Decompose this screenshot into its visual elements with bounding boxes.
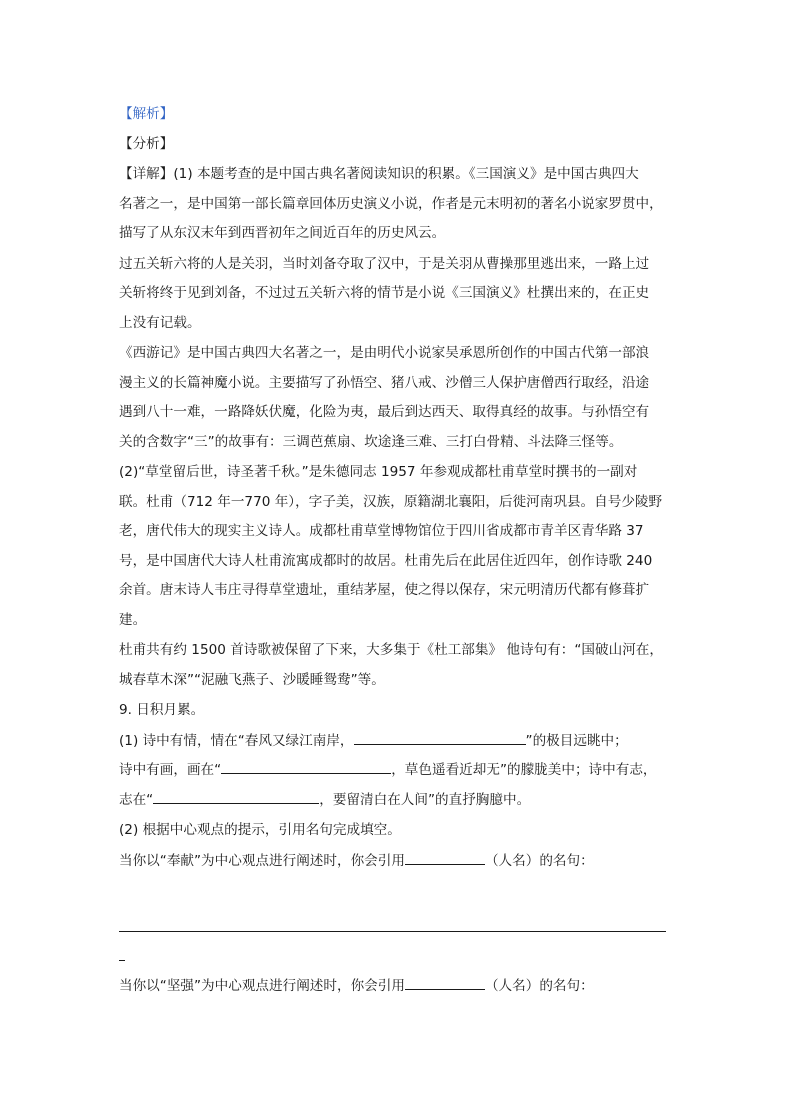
- text-line: 老，唐代伟大的现实主义诗人。成都杜甫草堂博物馆位于四川省成都市青羊区青华路 37: [119, 523, 644, 539]
- question-9: [119, 699, 671, 873]
- question-line: [119, 789, 671, 813]
- text-line: 【详解】(1) 本题考查的是中国古典名著阅读知识的积累。《三国演义》是中国古典四大: [119, 166, 639, 182]
- question-text: ，要留清白在人间”的直抒胸臆中。: [319, 791, 531, 808]
- question-text: 当你以“奉献”为中心观点进行阐述时，你会引用: [119, 852, 405, 869]
- question-line: [119, 975, 671, 999]
- answer-blank[interactable]: [221, 759, 391, 774]
- answer-paragraph-3: [119, 342, 671, 454]
- text-line: 《西游记》是中国古典四大名著之一，是由明代小说家吴承恩所创作的中国古代第一部浪: [119, 345, 650, 361]
- text-line: 关斩将终于见到刘备，不过过五关斩六将的情节是小说《三国演义》杜撰出来的，在正史: [119, 285, 650, 301]
- name-blank[interactable]: [405, 850, 485, 865]
- text-line: 关的含数字“三”的故事有：三调芭蕉扇、坎途逢三难、三打白骨精、斗法降三怪等。: [119, 433, 623, 450]
- text-line: 杜甫共有约 1500 首诗歌被保留了下来，大多集于《杜工部集》 他诗句有：“国破山河在，: [119, 642, 663, 658]
- answer-blank[interactable]: [153, 789, 319, 804]
- answer-line[interactable]: [119, 931, 666, 932]
- section-label-fenxi: 【分析】: [119, 135, 174, 152]
- text-line: 描写了从东汉末年到西晋初年之间近百年的历史风云。: [119, 225, 446, 241]
- text-line: 遇到八十一难，一路降妖伏魔，化险为夷，最后到达西天、取得真经的故事。与孙悟空有: [119, 404, 650, 420]
- answer-paragraph-1: [119, 163, 671, 246]
- content-bottom: [119, 975, 671, 999]
- question-line: [119, 730, 671, 754]
- question-line: [119, 759, 671, 783]
- text-line: 城春草木深”“泥融飞燕子、沙暖睡鸳鸯”等。: [119, 671, 385, 688]
- question-line: [119, 850, 671, 874]
- text-line: 漫主义的长篇神魔小说。主要描写了孙悟空、猪八戒、沙僧三人保护唐僧西行取经，沿途: [119, 374, 650, 391]
- question-title: 9. 日积月累。: [119, 702, 205, 718]
- question-text: ，草色遥看近却无”的朦胧美中；诗中有志，: [391, 762, 657, 778]
- text-line: 联。杜甫（712 年一770 年），字子美，汉族，原籍湖北襄阳，后徙河南巩县。自号少陵野: [119, 493, 663, 510]
- answer-paragraph-4: [119, 461, 671, 632]
- answer-paragraph-5: [119, 639, 671, 692]
- answer-blank[interactable]: [354, 730, 526, 745]
- text-line: 建。: [119, 611, 147, 628]
- text-line: 过五关斩六将的人是关羽，当时刘备夺取了汉中，于是关羽从曹操那里逃出来，一路上过: [119, 255, 650, 272]
- question-text: 志在“: [119, 791, 154, 808]
- name-blank[interactable]: [405, 975, 485, 990]
- text-line: 名著之一，是中国第一部长篇章回体历史演义小说，作者是元末明初的著名小说家罗贯中，: [119, 195, 663, 212]
- question-line: (2) 根据中心观点的提示，引用名句完成填空。: [119, 822, 401, 838]
- question-text: (1) 诗中有情，情在“春风又绿江南岸，: [119, 732, 354, 749]
- section-label-jiexi: 【解析】: [119, 106, 174, 122]
- question-text: 诗中有画，画在“: [119, 762, 222, 778]
- text-line: 上没有记载。: [119, 314, 201, 331]
- content: [119, 101, 671, 873]
- question-text: ”的极目远眺中；: [525, 732, 628, 749]
- answer-paragraph-2: [119, 253, 671, 336]
- text-line: 号，是中国唐代大诗人杜甫流寓成都时的故居。杜甫先后在此居住近四年，创作诗歌 240: [119, 552, 653, 569]
- question-text: 当你以“坚强”为中心观点进行阐述时，你会引用: [119, 978, 405, 994]
- question-text: （人名）的名句：: [484, 978, 594, 994]
- question-text: （人名）的名句：: [484, 852, 594, 869]
- text-line: (2)“草堂留后世，诗圣著千秋。”是朱德同志 1957 年参观成都杜甫草堂时撰书的一副对: [119, 464, 638, 480]
- answer-line-end: [119, 960, 125, 961]
- text-line: 余首。唐末诗人韦庄寻得草堂遗址，重结茅屋，使之得以保存，宋元明清历代都有修葺扩: [119, 582, 650, 598]
